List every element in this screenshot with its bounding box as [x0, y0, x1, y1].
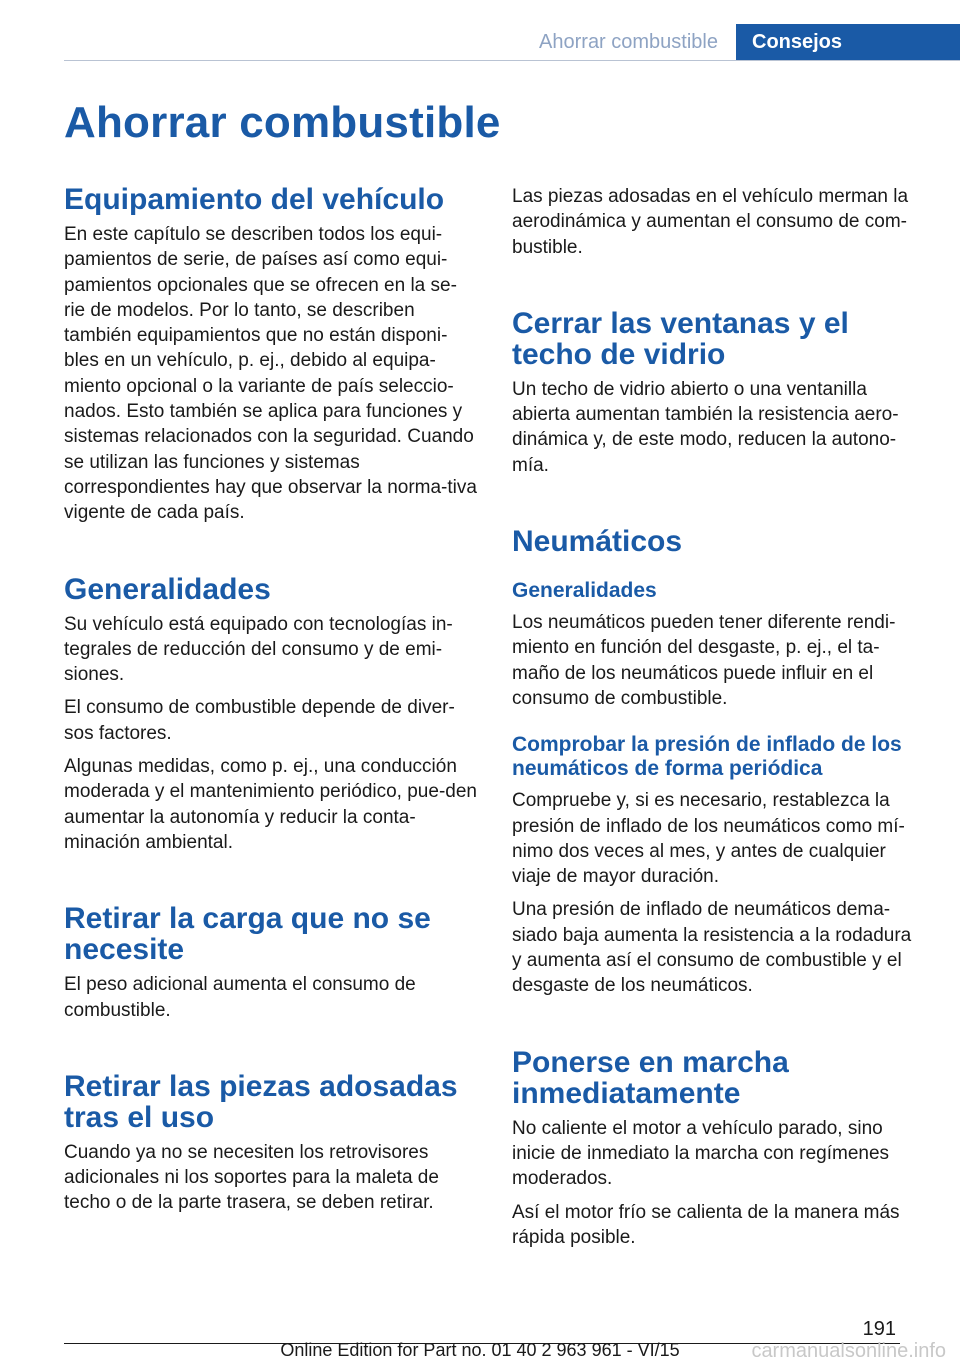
left-column — [64, 184, 478, 1216]
paragraph-presion-1: Compruebe y, si es necesario, restablezca la presión de inflado de los neumáticos como mí-nimo dos veces al mes, y antes de cualquier viaje de mayor duración. — [512, 790, 905, 888]
paragraph-marcha-2: Así el motor frío se calienta de la manera más rápida posible. — [512, 1201, 900, 1248]
paragraph-generalidades-1: Su vehículo está equipado con tecnologías in-tegrales de reducción del consumo y de emi-siones. — [64, 613, 453, 686]
heading-retirar-piezas: Retirar las piezas adosadas tras el uso — [64, 1069, 458, 1134]
right-column — [512, 184, 926, 1250]
paragraph-cerrar-ventanas: Un techo de vidrio abierto o una ventanilla abierta aumentan también la resistencia aero-dinámica y, de este modo, reducen la autono-mía. — [512, 378, 899, 476]
heading-equipamiento: Equipamiento del vehículo — [64, 183, 445, 216]
heading-ponerse-en-marcha: Ponerse en marcha inmediatamente — [512, 1045, 789, 1110]
paragraph-marcha-1: No caliente el motor a vehículo parado, sino inicie de inmediato la marcha con regímenes moderados. — [512, 1117, 890, 1190]
edition-footer: Online Edition for Part no. 01 40 2 963 961 - VI/15 — [280, 1340, 680, 1360]
heading-retirar-carga: Retirar la carga que no se necesite — [64, 902, 431, 967]
watermark: carmanualsonline.info — [751, 1340, 946, 1362]
paragraph-retirar-piezas: Cuando ya no se necesiten los retrovisores adicionales ni los soportes para la maleta de techo o de la parte trasera, se deben retirar. — [64, 1141, 439, 1214]
subheading-presion-inflado: Comprobar la presión de inflado de los neumáticos de forma periódica — [512, 733, 902, 781]
header-chapter-tab[interactable]: Consejos — [736, 24, 960, 60]
paragraph-generalidades-2: El consumo de combustible depende de diver-sos factores. — [64, 697, 455, 744]
header-breadcrumb — [523, 24, 960, 60]
paragraph-generalidades-3: Algunas medidas, como p. ej., una conducción moderada y el mantenimiento periódico, pue-den aumentar la autonomía y reducir la conta-minación ambiental. — [64, 756, 477, 853]
paragraph-piezas-continuacion: Las piezas adosadas en el vehículo merman la aerodinámica y aumentan el consumo de com-bustible. — [512, 186, 909, 258]
subheading-neumaticos-generalidades: Generalidades — [512, 579, 657, 603]
heading-generalidades: Generalidades — [64, 572, 271, 606]
header-section-link[interactable]: Ahorrar combustible — [539, 31, 718, 53]
paragraph-presion-2: Una presión de inflado de neumáticos dema-siado baja aumenta la resistencia a la rodadura y aumenta así el consumo de combustible y el desgaste de los neumáticos. — [512, 899, 912, 997]
header-rule — [64, 60, 960, 61]
paragraph-equipamiento: En este capítulo se describen todos los equi-pamientos de serie, de países así como equi-pamientos opcionales que se ofrecen en la se-rie de modelos. Por lo tanto, se describen también equipamientos que no están disponi-bles en un vehículo, p. ej., debido al equipa-miento opcional o la variante de país seleccio-nados. Esto también se aplica para funciones y sistemas relacionados con la seguridad. Cuando se utilizan las funciones y sistemas correspondientes hay que observar la norma-tiva vigente de cada país. — [64, 224, 477, 524]
heading-neumaticos: Neumáticos — [512, 525, 683, 559]
page-number: 191 — [862, 1318, 896, 1340]
paragraph-neumaticos-generalidades: Los neumáticos pueden tener diferente rendi-miento en función del desgaste, p. ej., el ta-maño de los neumáticos puede influir en el consumo de combustible. — [512, 612, 896, 709]
page-title: Ahorrar combustible — [64, 98, 501, 147]
heading-cerrar-ventanas: Cerrar las ventanas y el techo de vidrio — [512, 306, 849, 371]
paragraph-retirar-carga: El peso adicional aumenta el consumo de combustible. — [64, 974, 416, 1021]
